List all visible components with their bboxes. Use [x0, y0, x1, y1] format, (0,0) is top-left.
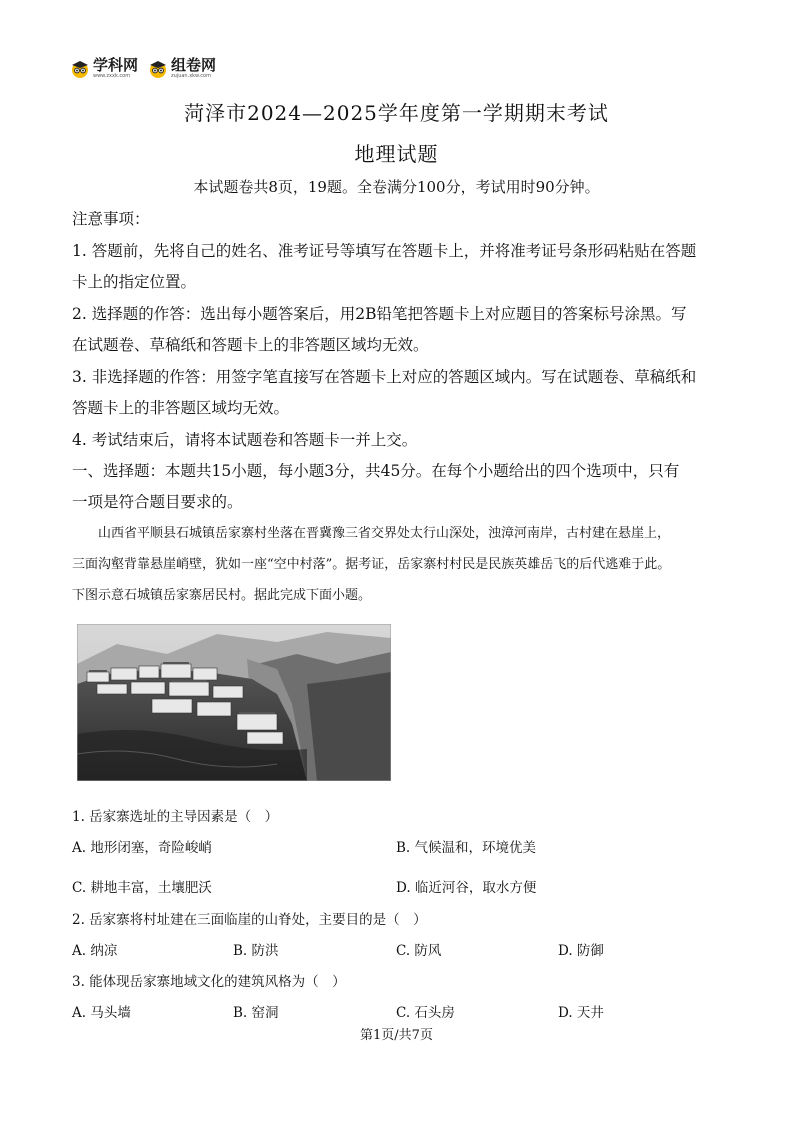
question-option: D. 防御: [558, 943, 604, 959]
question-option: D. 临近河谷，取水方便: [396, 880, 537, 896]
logo-url: zujuan.xkw.com: [171, 73, 211, 79]
passage-line: 三面沟壑背靠悬崖峭壁，犹如一座“空中村落”。据考证，岳家寨村村民是民族英雄岳飞的后代逃难于此。: [72, 557, 671, 572]
question-option: A. 马头墙: [72, 1005, 131, 1021]
question-option: C. 石头房: [396, 1005, 455, 1021]
question-stem: 2. 岳家寨将村址建在三面临崖的山脊处，主要目的是（ ）: [72, 912, 427, 928]
notice-line: 答题卡上的非答题区域均无效。: [72, 399, 290, 417]
owl-logo-icon: [148, 59, 168, 79]
section-heading: 一、选择题：本题共15小题，每小题3分，共45分。在每个小题给出的四个选项中，只有: [72, 462, 680, 480]
question-option: A. 地形闭塞，奇险峻峭: [72, 840, 212, 856]
notice-line: 3. 非选择题的作答：用签字笔直接写在答题卡上对应的答题区域内。写在试题卷、草稿纸和: [72, 368, 697, 386]
notice-line: 卡上的指定位置。: [72, 273, 197, 291]
question-option: B. 防洪: [233, 943, 279, 959]
notice-heading: 注意事项：: [72, 210, 150, 228]
notice-line: 在试题卷、草稿纸和答题卡上的非答题区域均无效。: [72, 336, 429, 354]
question-option: B. 窑洞: [233, 1005, 279, 1021]
notice-line: 4. 考试结束后，请将本试题卷和答题卡一并上交。: [72, 431, 418, 449]
logo-zujuan: [148, 58, 216, 79]
cliff-village-photo: [77, 624, 391, 781]
notice-line: 2. 选择题的作答：选出每小题答案后，用2B铅笔把答题卡上对应题目的答案标号涂黑。写: [72, 305, 687, 323]
passage-line: 下图示意石城镇岳家寨居民村。据此完成下面小题。: [72, 588, 372, 603]
page-footer: 第1页/共7页: [360, 1028, 433, 1043]
logo-name: 学科网: [93, 56, 139, 74]
logo-xueke: [70, 58, 138, 79]
header-logos: [70, 58, 216, 79]
passage-line: 山西省平顺县石城镇岳家寨村坐落在晋冀豫三省交界处太行山深处，浊漳河南岸，古村建在悬崖上，: [98, 526, 671, 541]
exam-info: 本试题卷共8页，19题。全卷满分100分，考试用时90分钟。: [193, 178, 600, 196]
question-stem: 1. 岳家寨选址的主导因素是（ ）: [72, 809, 279, 825]
question-option: D. 天井: [558, 1005, 604, 1021]
question-option: B. 气候温和，环境优美: [396, 840, 537, 856]
exam-title: 菏泽市2024—2025学年度第一学期期末考试: [184, 101, 609, 125]
question-option: A. 纳凉: [72, 943, 118, 959]
question-option: C. 防风: [396, 943, 442, 959]
owl-logo-icon: [70, 59, 90, 79]
logo-url: www.zxxk.com: [93, 73, 131, 79]
exam-subtitle: 地理试题: [354, 142, 439, 166]
notice-line: 1. 答题前，先将自己的姓名、准考证号等填写在答题卡上，并将准考证号条形码粘贴在答题: [72, 242, 697, 260]
logo-name: 组卷网: [171, 56, 217, 74]
question-option: C. 耕地丰富，土壤肥沃: [72, 880, 212, 896]
question-stem: 3. 能体现岳家寨地域文化的建筑风格为（ ）: [72, 974, 346, 990]
section-heading: 一项是符合题目要求的。: [72, 493, 243, 511]
